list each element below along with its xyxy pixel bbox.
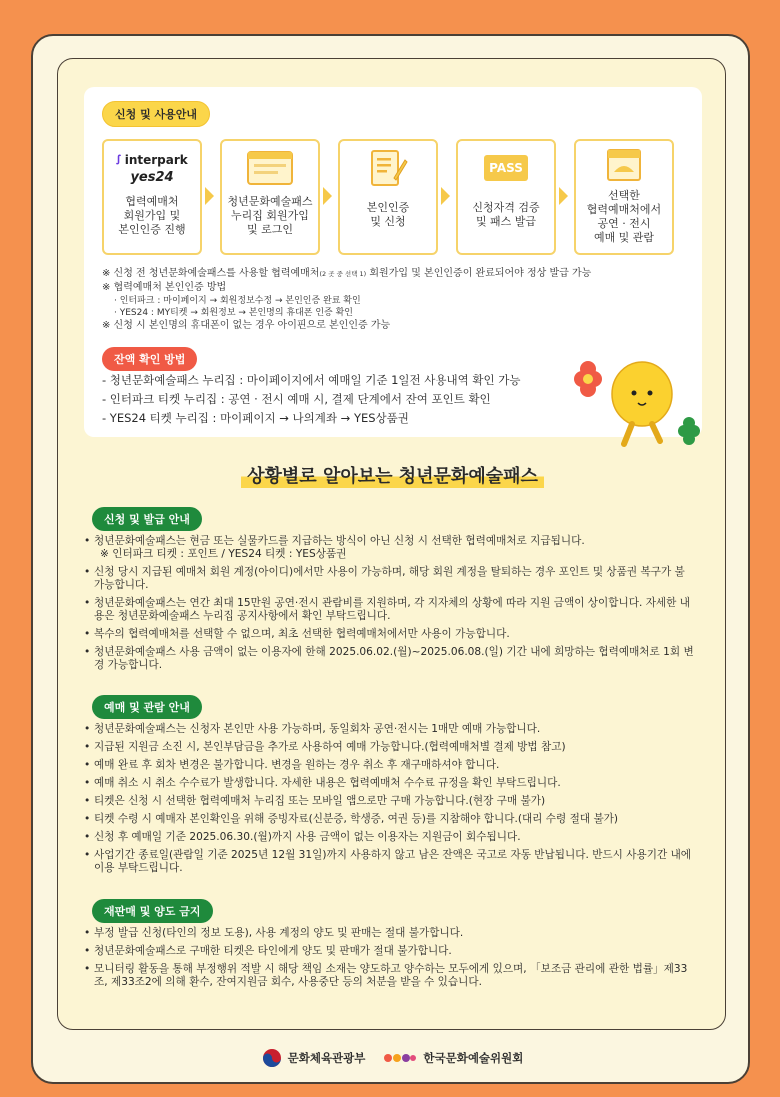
list-item: • 예매 취소 시 취소 수수료가 발생합니다. 자세한 내용은 협력예매처 수수료 규정을 확인 부탁드립니다. [84, 777, 694, 790]
note-line: ※ 신청 시 본인명의 휴대폰이 없는 경우 아이핀으로 본인인증 가능 [102, 320, 391, 331]
list-item: • 부정 발급 신청(타인의 정보 도용), 사용 계정의 양도 및 판매는 절대 불가합니다. [84, 927, 694, 940]
step-2 [220, 139, 320, 255]
resale-section [84, 899, 694, 994]
list-item: • 청년문화예술패스 사용 금액이 없는 이용자에 한해 2025.06.02.(월)~2025.06.08.(일) 기간 내에 희망하는 협력예매처로 1회 변경 가능합니다. [84, 646, 694, 672]
step-3 [338, 139, 438, 255]
list-item: • 청년문화예술패스는 연간 최대 15만원 공연·전시 관람비를 지원하며, 각 지자체의 상황에 따라 지원 금액이 상이합니다. 자세한 내용은 청년문화예술패스 누리집 공지사항에서 확인 부탁드립니다. [84, 597, 694, 623]
poster-frame [31, 34, 750, 1084]
apply-notes [102, 267, 682, 333]
balance-list [102, 371, 562, 428]
balance-item: - 청년문화예술패스 누리집 : 마이페이지에서 예매일 기준 1일전 사용내역 확인 가능 [102, 373, 521, 387]
yes24-logo: yes24 [130, 170, 174, 185]
step-3-label: 본인인증 및 신청 [366, 201, 410, 228]
partner-logos-icon: ꭍ interpark yes24 [116, 153, 188, 185]
note-subline: · YES24 : MY티켓 → 회원정보 → 본인명의 휴대폰 인증 확인 [114, 308, 353, 318]
arrow-right-icon [441, 187, 450, 205]
list-item: • 예매 완료 후 회차 변경은 불가합니다. 변경을 원하는 경우 취소 후 재구매하셔야 합니다. [84, 759, 694, 772]
dots-icon [383, 1051, 417, 1065]
step-5-label: 선택한 협력예매처에서 공연 · 전시 예매 및 관람 [586, 189, 662, 244]
booking-title-badge: 예매 및 관람 안내 [92, 695, 202, 719]
list-item: • 사업기간 종료일(관람일 기준 2025년 12월 31일)까지 사용하지 않고 남은 잔액은 국고로 자동 반납됩니다. 반드시 사용기간 내에 이용 부탁드립니다. [84, 849, 694, 875]
list-item: • 복수의 협력예매처를 선택할 수 없으며, 최초 선택한 협력예매처에서만 사용이 가능합니다. [84, 628, 694, 641]
step-5 [574, 139, 674, 255]
issue-list [84, 535, 694, 672]
step-1-label: 협력예매처 회원가입 및 본인인증 진행 [118, 195, 186, 236]
list-item: • 지급된 지원금 소진 시, 본인부담금을 추가로 사용하여 예매 가능합니다.(협력예매처별 결제 방법 참고) [84, 741, 694, 754]
apply-title-badge: 신청 및 사용안내 [102, 101, 210, 127]
list-item: • 청년문화예술패스로 구매한 티켓은 타인에게 양도 및 판매가 절대 불가합니다. [84, 945, 694, 958]
interpark-logo: interpark [124, 153, 188, 167]
arrow-right-icon [323, 187, 332, 205]
footer [33, 1048, 752, 1068]
list-item: • 신청 후 예매일 기준 2025.06.30.(월)까지 사용 금액이 없는 이용자는 지원금이 회수됩니다. [84, 831, 694, 844]
booking-list [84, 723, 694, 875]
note-line: ※ 협력예매처 본인인증 방법 [102, 282, 227, 293]
step-4-label: 신청자격 검증 및 패스 발급 [472, 201, 540, 228]
theater-ticket-icon [576, 141, 672, 189]
note-subline: · 인터파크 : 마이페이지 → 회원정보수정 → 본인인증 완료 확인 [114, 296, 361, 306]
step-1 [102, 139, 202, 255]
list-item: • 모니터링 활동을 통해 부정행위 적발 시 해당 책임 소재는 양도하고 양수하는 모두에게 있으며, 「보조금 관리에 관한 법률」제33조, 제33조2에 의해 환수, 잔여지원금 회수, 사용중단 등의 처분을 받을 수 있습니다. [84, 963, 694, 989]
step-2-label: 청년문화예술패스 누리집 회원가입 및 로그인 [227, 195, 313, 236]
note-line: ※ 신청 전 청년문화예술패스를 사용할 협력예매처(2 곳 중 선택 1) 회원가입 및 본인인증이 완료되어야 정상 발급 가능 [102, 268, 592, 279]
resale-list [84, 927, 694, 989]
red-flower-icon [574, 361, 602, 397]
taegeuk-icon [262, 1048, 282, 1068]
issue-section [84, 507, 694, 677]
arrow-right-icon [205, 187, 214, 205]
balance-item: - YES24 티켓 누리집 : 마이페이지 → 나의계좌 → YES상품권 [102, 411, 409, 425]
balance-item: - 인터파크 티켓 누리집 : 공연 · 전시 예매 시, 결제 단계에서 잔여 포인트 확인 [102, 392, 491, 406]
mascot-illustration [564, 349, 704, 449]
ministry-logo: 문화체육관광부 [262, 1048, 366, 1068]
document-pen-icon [340, 141, 436, 195]
booking-section [84, 695, 694, 880]
list-item: • 신청 당시 지급된 예매처 회원 계정(아이디)에서만 사용이 가능하며, 해당 회원 계정을 탈퇴하는 경우 포인트 및 상품권 복구가 불가능합니다. [84, 566, 694, 592]
resale-title-badge: 재판매 및 양도 금지 [92, 899, 213, 923]
green-clover-icon [678, 417, 700, 445]
list-item: • 청년문화예술패스는 현금 또는 실물카드를 지급하는 방식이 아닌 신청 시 선택한 협력예매처로 지급됩니다. ※ 인터파크 티켓 : 포인트 / YES24 티켓 : YES상품권 [84, 535, 694, 561]
arrow-right-icon [559, 187, 568, 205]
balance-title-badge: 잔액 확인 방법 [102, 347, 197, 371]
pass-ticket-icon: PASS [458, 141, 554, 195]
apply-card [84, 87, 702, 437]
list-item: • 티켓은 신청 시 선택한 협력예매처 누리집 또는 모바일 앱으로만 구매 가능합니다.(현장 구매 불가) [84, 795, 694, 808]
main-heading: 상황별로 알아보는 청년문화예술패스 [58, 462, 727, 488]
step-4 [456, 139, 556, 255]
list-item: • 티켓 수령 시 예매자 본인확인을 위해 증빙자료(신분증, 학생증, 여권 등)를 지참해야 합니다.(대리 수령 절대 불가) [84, 813, 694, 826]
poster-inner [57, 58, 726, 1030]
issue-title-badge: 신청 및 발급 안내 [92, 507, 202, 531]
list-item: • 청년문화예술패스는 신청자 본인만 사용 가능하며, 동일회차 공연·전시는 1매만 예매 가능합니다. [84, 723, 694, 736]
arts-council-logo: 한국문화예술위원회 [383, 1050, 523, 1066]
browser-window-icon [222, 141, 318, 195]
